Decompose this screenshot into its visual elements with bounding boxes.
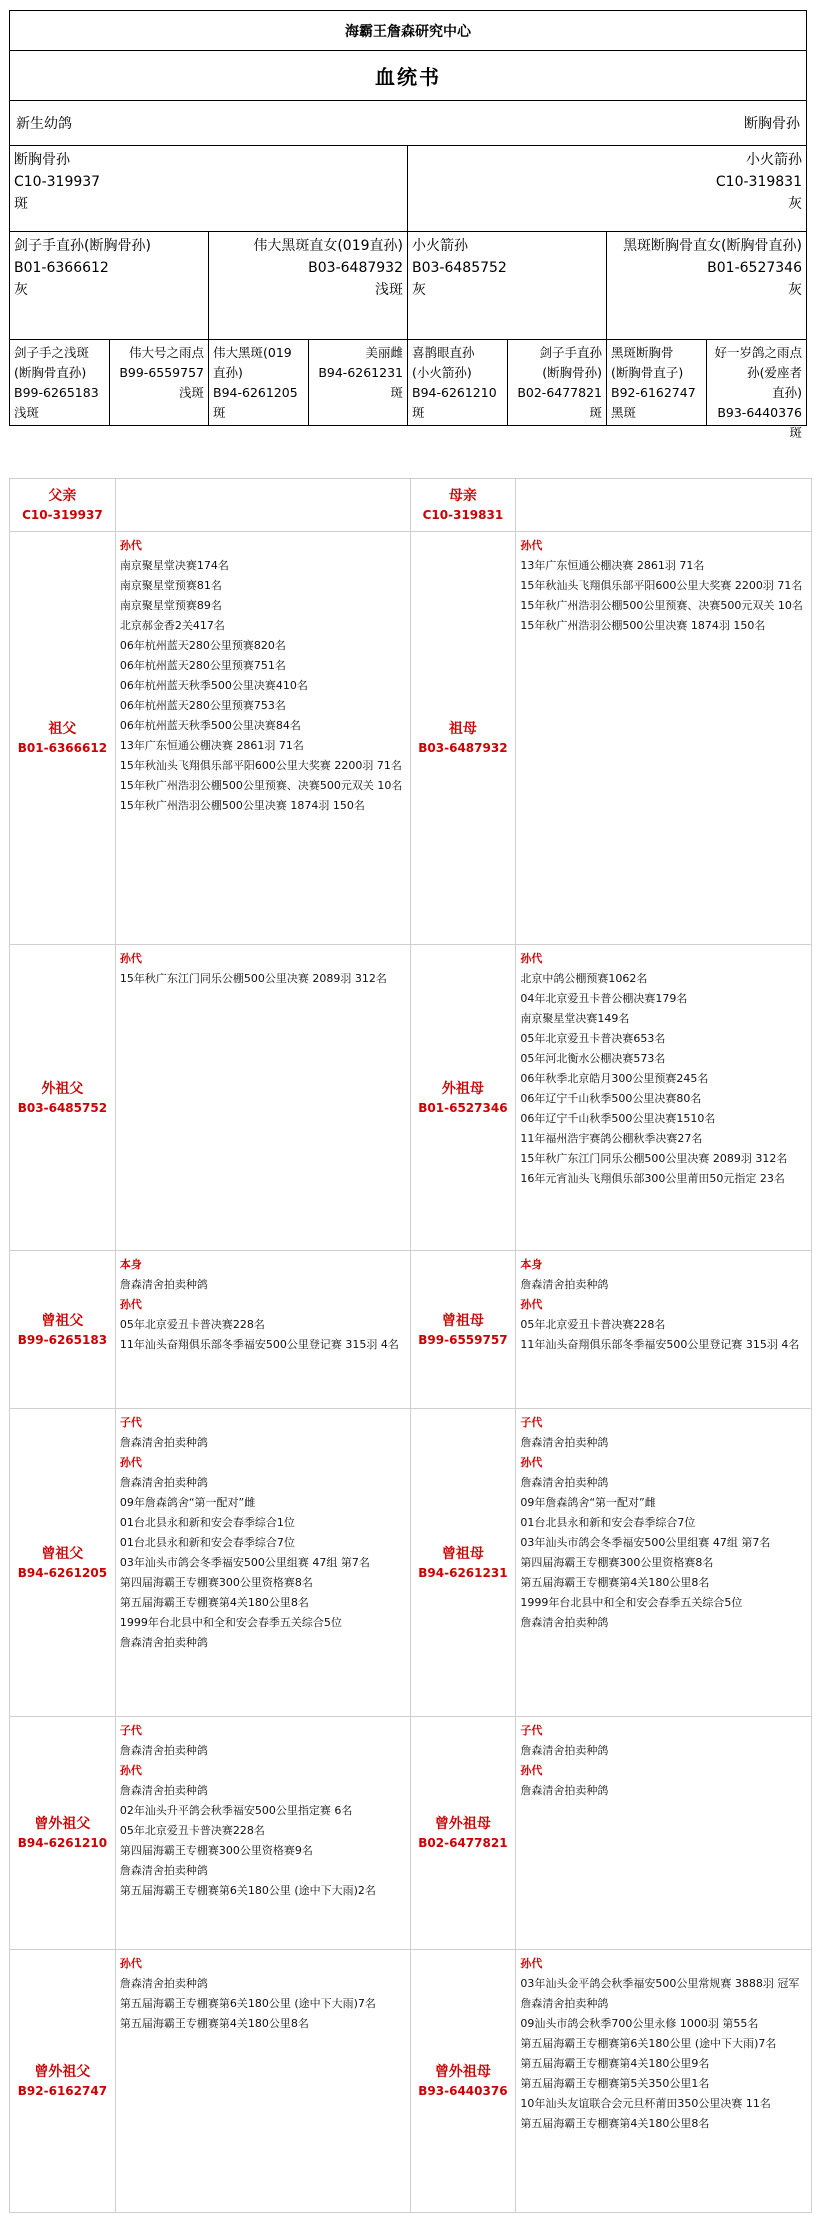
race-record: 15年秋广州浩羽公棚500公里决赛 1874羽 150名 [520,619,766,632]
race-record: 詹森清舍拍卖种鸽 [119,1278,208,1291]
ancestor-color: 斑 [412,405,425,420]
ancestor-name: 伟大号之雨点 [128,345,204,360]
record-row [10,1409,811,1717]
grandparent-color: 灰 [412,282,426,298]
great-grandparent-cell [209,340,309,425]
race-record: 南京聚星堂决赛174名 [119,559,229,572]
ancestor-label-cell [411,1251,517,1408]
race-record: 03年汕头市鸽会冬季福安500公里组赛 47组 第7名 [520,1536,771,1549]
grandparent-ring: B03-6487932 [308,260,403,276]
ancestor-ring: B93-6440376 [717,405,802,420]
ancestor-color: 斑 [390,385,403,400]
ancestor-name: 好一岁鸽之雨点孙(爱座者 [714,345,802,380]
race-record: 第五届海霸王专棚赛第6关180公里 (途中下大雨)7名 [520,2037,777,2050]
ancestor-name: 黑斑断胸骨 [611,345,674,360]
ancestor-ring: B94-6261210 [17,1836,108,1850]
achievement-cell [516,945,811,1250]
race-record: 第五届海霸王专棚赛第6关180公里 (途中下大雨)7名 [119,1997,376,2010]
ancestor-name: 伟大黑斑(019 [213,345,292,360]
center-header [10,11,806,51]
race-record: 詹森清舍拍卖种鸽 [119,1476,208,1489]
race-record: 05年北京爱丑卡普决赛228名 [119,1318,265,1331]
achievement-cell [116,945,411,1250]
race-record: 南京聚星堂决赛149名 [520,1012,630,1025]
race-record: 05年北京爱丑卡普决赛228名 [119,1824,265,1837]
race-record: 詹森清舍拍卖种鸽 [119,1977,208,1990]
ancestor-name: 剑子手直孙 [539,345,602,360]
ancestor-ring: B03-6485752 [17,1100,108,1115]
race-record: 06年杭州蓝天秋季500公里决赛84名 [119,719,301,732]
race-record: 05年北京爱丑卡普决赛228名 [520,1318,666,1331]
race-record: 09年詹森鸽舍“第一配对”雌 [119,1496,256,1509]
race-record: 15年秋汕头飞翔俱乐部平阳600公里大奖赛 2200羽 71名 [119,759,402,772]
race-record: 04年北京爱丑卡普公棚决赛179名 [520,992,688,1005]
great-grandparent-cell [10,340,110,425]
ancestor-name: 喜鹊眼直孙 [412,345,475,360]
race-record: 詹森清舍拍卖种鸽 [119,1744,208,1757]
race-record: 11年汕头奋翔俱乐部冬季福安500公里登记赛 315羽 4名 [520,1338,800,1351]
generation-heading: 孙代 [119,1298,142,1311]
great-grandparents-row [10,340,806,440]
doc-title: 血统书 [375,65,441,89]
race-record: 第四届海霸王专棚赛300公里资格赛8名 [520,1556,714,1569]
ancestor-color: 浅斑 [14,405,40,420]
ancestor-relation: 外祖父 [41,1080,84,1097]
generation-heading: 子代 [520,1416,543,1429]
record-row [10,1950,811,2212]
great-grandparent-cell [707,340,807,440]
race-record: 15年秋广州浩羽公棚500公里预赛、决赛500元双关 10名 [520,599,803,612]
grandparent-cell [10,232,209,339]
grandparent-cell [209,232,408,339]
race-record: 11年汕头奋翔俱乐部冬季福安500公里登记赛 315羽 4名 [119,1338,399,1351]
ancestor-ring: B94-6261205 [213,385,298,400]
ancestor-label-cell [411,945,517,1250]
generation-heading: 本身 [119,1258,142,1271]
grandparent-cell [408,232,607,339]
great-grandparent-cell [110,340,210,425]
race-record: 01台北县永和新和安会春季综合7位 [520,1516,696,1529]
ancestor-color: 斑 [789,425,802,440]
ancestor-label-cell [10,1717,116,1949]
race-record: 1999年台北县中和全和安会春季五关综合5位 [119,1616,342,1629]
race-record: 11年福州浩宇赛鸽公棚秋季决赛27名 [520,1132,703,1145]
record-row [10,1717,811,1950]
race-record: 詹森清舍拍卖种鸽 [520,1784,609,1797]
record-row [10,479,811,532]
sire-name: 断胸骨孙 [14,152,70,168]
race-record: 09汕头市鸽会秋季700公里永修 1000羽 第55名 [520,2017,759,2030]
ancestor-relation: 曾祖父 [41,1545,84,1562]
achievement-cell [116,1251,411,1408]
race-record: 10年汕头友谊联合会元旦杯莆田350公里决赛 11名 [520,2097,771,2110]
generation-heading: 孙代 [119,1456,142,1469]
ancestor-label-cell [10,1251,116,1408]
grandparent-cell [607,232,806,339]
race-record: 詹森清舍拍卖种鸽 [520,1476,609,1489]
ancestor-ring: B92-6162747 [17,2084,108,2098]
ancestor-relation: 曾外祖父 [34,2064,91,2080]
ancestor-label-cell [411,1950,517,2212]
race-record: 南京聚星堂预赛81名 [119,579,222,592]
race-record: 第五届海霸王专棚赛第4关180公里8名 [520,1576,710,1589]
great-grandparent-cell [408,340,508,425]
ancestor-relation: 曾祖母 [441,1312,484,1329]
ancestor-label-cell [411,1409,517,1716]
title-row [10,51,806,101]
generation-heading: 子代 [119,1416,142,1429]
great-grandparent-cell [607,340,707,425]
ancestor-label-cell [411,479,517,531]
ancestor-name-line2: 直孙) [213,365,243,380]
ancestor-relation: 曾外祖母 [434,1816,491,1832]
race-record: 詹森清舍拍卖种鸽 [119,1636,208,1649]
ancestor-ring: B03-6487932 [418,741,508,755]
ancestor-label-cell [411,1717,517,1949]
race-record: 詹森清舍拍卖种鸽 [119,1864,208,1877]
race-record: 詹森清舍拍卖种鸽 [520,1278,609,1291]
ancestor-ring: B02-6477821 [418,1836,508,1850]
generation-heading: 孙代 [520,1957,543,1970]
race-record: 詹森清舍拍卖种鸽 [119,1784,208,1797]
ancestor-name: 剑子手之浅斑 [14,345,90,360]
generation-heading: 孙代 [520,1764,543,1777]
ancestor-name-line2: (断胸骨直孙) [14,365,87,380]
race-record: 05年河北衡水公棚决赛573名 [520,1052,666,1065]
generation-heading: 子代 [520,1724,543,1737]
ancestor-label-cell [10,532,116,944]
generation-heading: 孙代 [520,1298,543,1311]
race-record: 06年杭州蓝天280公里预赛820名 [119,639,286,652]
race-record: 06年杭州蓝天280公里预赛753名 [119,699,286,712]
newborn-row [10,101,806,146]
race-record: 北京郝金香2关417名 [119,619,225,632]
ancestor-ring: B02-6477821 [517,385,602,400]
generation-heading: 子代 [119,1724,142,1737]
race-record: 13年广东恒通公棚决赛 2861羽 71名 [520,559,705,572]
race-record: 06年杭州蓝天秋季500公里决赛410名 [119,679,308,692]
ancestor-label-cell [411,532,517,944]
race-record: 第五届海霸王专棚赛第5关350公里1名 [520,2077,710,2090]
ancestor-color: 斑 [213,405,226,420]
grandparent-name: 剑子手直孙(断胸骨孙) [14,238,151,254]
achievement-cell [116,1409,411,1716]
ancestor-label-cell [10,479,116,531]
race-record: 1999年台北县中和全和安会春季五关综合5位 [520,1596,743,1609]
race-record: 06年辽宁千山秋季500公里决赛80名 [520,1092,702,1105]
great-grandparent-cell [508,340,608,425]
grandparents-row [10,232,806,340]
dam-name: 小火箭孙 [746,152,802,168]
ancestor-ring: B99-6559757 [119,365,204,380]
generation-heading: 本身 [520,1258,543,1271]
ancestor-ring: C10-319937 [22,508,103,522]
race-record: 第五届海霸王专棚赛第4关180公里8名 [520,2117,710,2130]
ancestor-ring: B93-6440376 [418,2084,508,2098]
generation-heading: 孙代 [520,952,543,965]
ancestor-ring: B94-6261231 [418,1565,508,1580]
ancestor-relation: 曾外祖母 [434,2064,491,2080]
achievement-cell [516,1409,811,1716]
ancestor-label-cell [10,945,116,1250]
dam-ring: C10-319831 [715,174,802,190]
generation-heading: 孙代 [119,952,142,965]
race-record: 16年元宵汕头飞翔俱乐部300公里莆田50元指定 23名 [520,1172,785,1185]
ancestor-ring: B99-6265183 [17,1332,108,1347]
ancestor-label-cell [10,1409,116,1716]
race-record: 詹森清舍拍卖种鸽 [520,1436,609,1449]
ancestor-ring: B94-6261231 [318,365,403,380]
ancestor-ring: B01-6366612 [17,741,108,755]
ancestor-relation: 祖父 [48,721,77,737]
center-name: 海霸王詹森研究中心 [345,23,471,40]
great-grandparent-cell [309,340,409,425]
achievement-cell [116,1950,411,2212]
ancestor-ring: B99-6265183 [14,385,99,400]
race-record: 13年广东恒通公棚决赛 2861羽 71名 [119,739,304,752]
race-record: 01台北县永和新和安会春季综合1位 [119,1516,295,1529]
achievement-cell [116,532,411,944]
generation-heading: 孙代 [119,539,142,552]
race-record: 15年秋广东江门同乐公棚500公里决赛 2089羽 312名 [520,1152,788,1165]
grandparent-color: 灰 [788,282,802,298]
race-record: 06年杭州蓝天280公里预赛751名 [119,659,286,672]
race-record: 15年秋汕头飞翔俱乐部平阳600公里大奖赛 2200羽 71名 [520,579,803,592]
ancestor-relation: 母亲 [448,488,477,504]
ancestor-ring: B94-6261205 [17,1565,108,1580]
grandparent-name: 伟大黑斑直女(019直孙) [253,238,403,254]
newborn-name: 断胸骨孙 [744,116,800,132]
dam-color: 灰 [788,196,802,212]
ancestor-name-line2: (断胸骨直子) [611,365,684,380]
ancestor-relation: 父亲 [48,488,77,504]
grandparent-color: 灰 [14,282,28,298]
ancestor-name: 美丽雌 [365,345,403,360]
grandparent-ring: B01-6527346 [707,260,802,276]
race-record: 06年辽宁千山秋季500公里决赛1510名 [520,1112,716,1125]
sire-ring: C10-319937 [14,174,101,190]
ancestor-name-line2: (小火箭孙) [412,365,472,380]
ancestor-color: 浅斑 [178,385,204,400]
achievement-cell [516,1251,811,1408]
race-record: 第五届海霸王专棚赛第6关180公里 (途中下大雨)2名 [119,1884,376,1897]
ancestor-relation: 曾祖母 [441,1545,484,1562]
race-record: 02年汕头升平鸽会秋季福安500公里指定赛 6名 [119,1804,353,1817]
race-record: 詹森清舍拍卖种鸽 [520,1744,609,1757]
generation-heading: 孙代 [520,539,543,552]
race-record: 詹森清舍拍卖种鸽 [520,1997,609,2010]
record-row [10,1251,811,1409]
ancestor-ring: B94-6261210 [412,385,497,400]
achievement-cell [516,479,811,531]
grandparent-name: 黑斑断胸骨直女(断胸骨直孙) [623,238,802,254]
achievement-cell [516,532,811,944]
achievement-cell [116,479,411,531]
grandparent-ring: B01-6366612 [14,260,109,276]
achievement-cell [516,1717,811,1949]
race-record: 03年汕头市鸽会冬季福安500公里组赛 47组 第7名 [119,1556,370,1569]
generation-heading: 孙代 [520,1456,543,1469]
record-row [10,945,811,1251]
race-record: 南京聚星堂预赛89名 [119,599,222,612]
ancestor-ring: B99-6559757 [418,1332,508,1347]
achievement-cell [116,1717,411,1949]
race-record: 01台北县永和新和安会春季综合7位 [119,1536,295,1549]
race-record: 15年秋广州浩羽公棚500公里决赛 1874羽 150名 [119,799,365,812]
race-record: 北京中鸽公棚预赛1062名 [520,972,648,985]
race-record: 09年詹森鸽舍“第一配对”雌 [520,1496,656,1509]
ancestor-relation: 曾祖父 [41,1312,84,1329]
ancestor-label-cell [10,1950,116,2212]
generation-heading: 孙代 [119,1764,142,1777]
ancestor-relation: 曾外祖父 [34,1816,91,1832]
ancestor-ring: C10-319831 [422,508,504,522]
ancestor-relation: 祖母 [448,721,477,737]
race-record: 第四届海霸王专棚赛300公里资格赛9名 [119,1844,313,1857]
grandparent-name: 小火箭孙 [412,238,468,254]
race-records-table [9,478,812,2213]
record-row [10,532,811,945]
generation-heading: 孙代 [119,1957,142,1970]
ancestor-ring: B01-6527346 [418,1100,508,1115]
race-record: 第四届海霸王专棚赛300公里资格赛8名 [119,1576,313,1589]
race-record: 05年北京爱丑卡普决赛653名 [520,1032,666,1045]
parents-row [10,146,806,232]
ancestor-ring: B92-6162747 [611,385,696,400]
dam-cell [408,146,806,231]
race-record: 第五届海霸王专棚赛第4关180公里8名 [119,1596,309,1609]
race-record: 詹森清舍拍卖种鸽 [520,1616,609,1629]
ancestor-color: 斑 [589,405,602,420]
newborn-label: 新生幼鸽 [16,116,72,132]
sire-color: 斑 [14,196,28,212]
sire-cell [10,146,408,231]
ancestor-color: 黑斑 [611,405,637,420]
race-record: 詹森清舍拍卖种鸽 [119,1436,208,1449]
grandparent-color: 浅斑 [375,282,403,298]
ancestor-relation: 外祖母 [441,1080,484,1097]
achievement-cell [516,1950,811,2212]
pedigree-chart [9,10,807,440]
grandparent-ring: B03-6485752 [412,260,507,276]
race-record: 15年秋广州浩羽公棚500公里预赛、决赛500元双关 10名 [119,779,403,792]
race-record: 06年秋季北京皓月300公里预赛245名 [520,1072,709,1085]
ancestor-name-line2: (断胸骨孙) [542,365,602,380]
race-record: 03年汕头金平鸽会秋季福安500公里常规赛 3888羽 冠军 [520,1977,800,1990]
race-record: 第五届海霸王专棚赛第4关180公里9名 [520,2057,710,2070]
race-record: 第五届海霸王专棚赛第4关180公里8名 [119,2017,309,2030]
race-record: 15年秋广东江门同乐公棚500公里决赛 2089羽 312名 [119,972,387,985]
ancestor-name-line2: 直孙) [772,385,802,400]
